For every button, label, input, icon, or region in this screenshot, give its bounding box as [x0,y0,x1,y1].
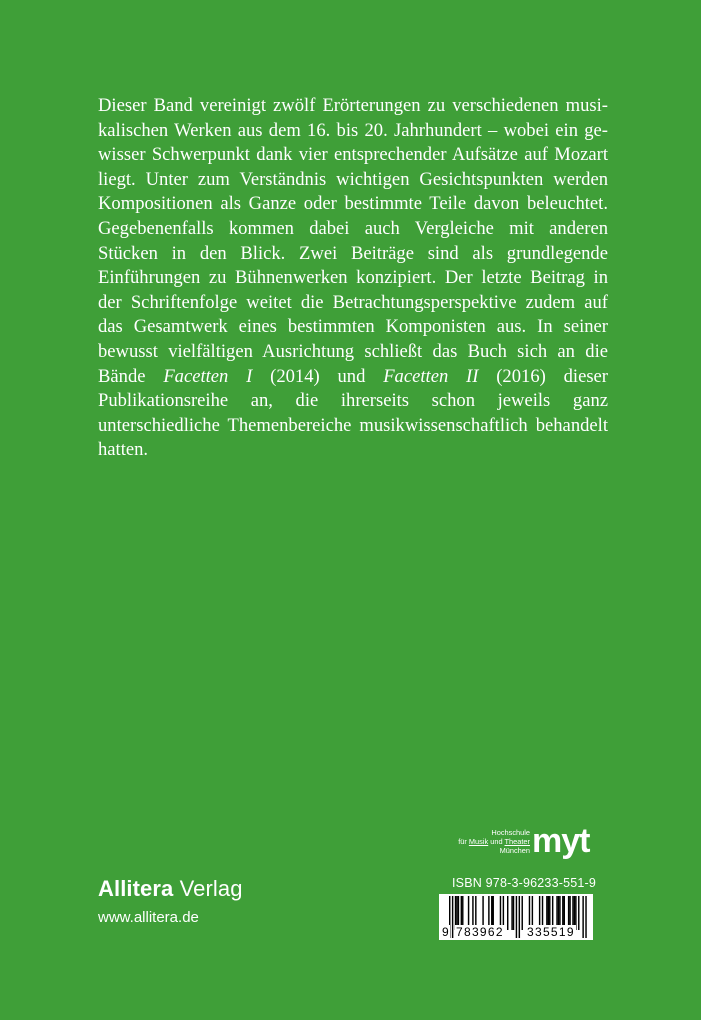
blurb-text-3: (2016) dieser Publikationsreihe an, die ihrerseits schon jeweils ganz unterschiedliche Themenbereiche musikwissenschaftlich behandelt hatten. [98,365,608,461]
publisher-block [98,876,243,928]
institution-line-3: München [499,846,530,855]
blurb-title-facetten-ii: Facetten II [383,365,479,387]
publisher-name-regular: Verlag [173,876,243,901]
barcode-digits-right: 335519 [527,925,575,939]
isbn-barcode [439,894,593,940]
blurb-text-2: (2014) und [252,365,384,387]
institution-name [458,828,530,855]
institution-line-1: Hochschule [491,828,530,837]
institution-musik: Musik [468,837,489,846]
barcode-digits [439,925,593,939]
myt-logo: myt [532,822,590,860]
barcode-digit-lead: 9 [442,925,449,939]
isbn-label: ISBN 978-3-96233-551-9 [452,876,597,890]
institution-line-2-pre: für [458,837,469,846]
blurb-title-facetten-i: Facetten I [163,365,253,387]
barcode-digits-left: 783962 [456,925,504,939]
institution-line-2-mid: und [488,837,505,846]
institution-logo [432,824,602,860]
publisher-name [98,876,243,902]
institution-theater: Theater [504,837,530,846]
blurb-text-1: Dieser Band vereinigt zwölf Erörterungen zu verschiedenen musikalischen Werken aus dem 16. bis 20. Jahrhundert – wobei ein gewisser Schwerpunkt dank vier entsprechender Aufsätze auf Mozart liegt. Unter zum Verständnis wichtigen Gesichtspunkten werden Kompositionen als Ganze oder bestimmte Teile davon beleuchtet. Gegebenenfalls kommen dabei auch Vergleiche mit anderen Stücken in den Blick. Zwei Beiträge sind als grundlegende Einführungen zu Bühnenwerken konzipiert. Der letzte Beitrag in der Schriftenfolge weitet die Betrachtungsperspektive zudem auf das Gesamtwerk eines bestimmten Komponisten aus. In seiner bewusst vielfältigen Ausrichtung schließt das Buch sich an die Bände [98,95,608,387]
back-cover-blurb [98,94,608,463]
publisher-url: www.allitera.de [98,909,199,926]
institution-line-2 [458,837,530,846]
publisher-name-bold: Allitera [98,876,174,901]
